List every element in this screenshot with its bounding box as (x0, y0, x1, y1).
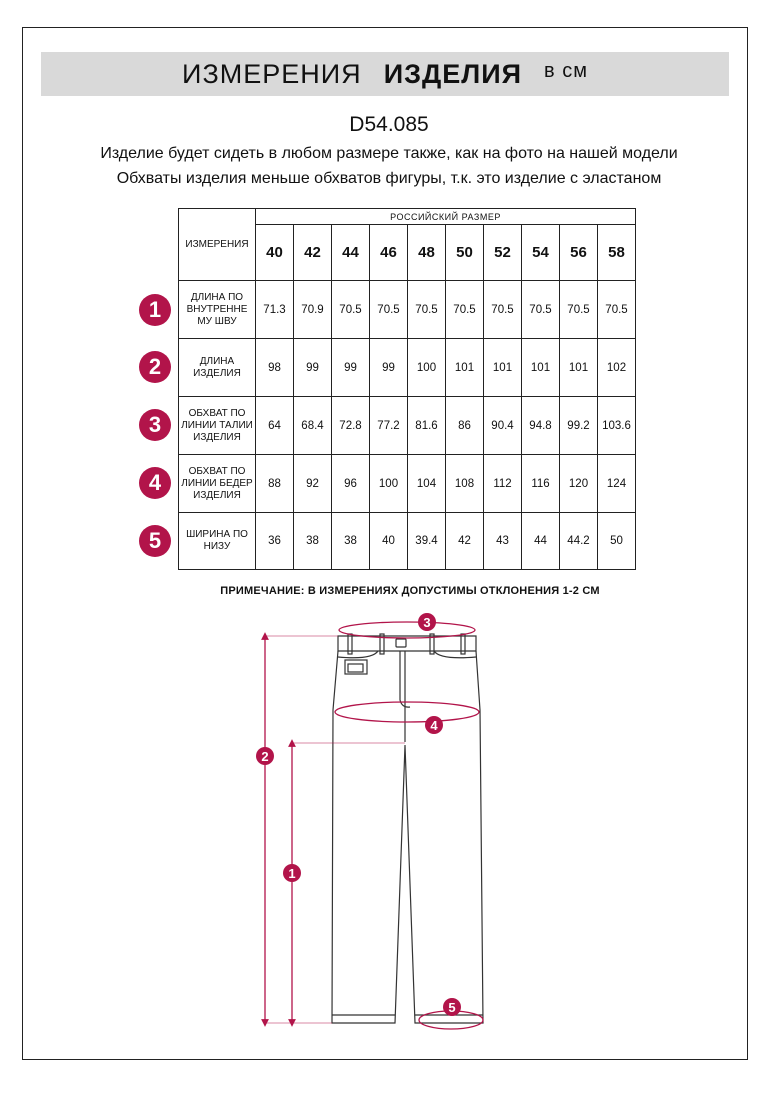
table-cell: 70.5 (408, 281, 446, 339)
table-cell: 101 (446, 339, 484, 397)
table-cell: 77.2 (370, 397, 408, 455)
size-header: 56 (560, 225, 598, 281)
table-cell: 101 (522, 339, 560, 397)
size-header: 50 (446, 225, 484, 281)
table-cell: 124 (598, 455, 636, 513)
table-cell: 70.9 (294, 281, 332, 339)
title-unit: в см (544, 59, 588, 82)
table-cell: 120 (560, 455, 598, 513)
description-line-2: Обхваты изделия меньше обхватов фигуры, т.к. это изделие с эластаном (116, 170, 662, 187)
size-table (178, 208, 636, 570)
table-cell: 70.5 (522, 281, 560, 339)
table-cell: 70.5 (370, 281, 408, 339)
table-row (179, 397, 636, 455)
table-cell: 99 (294, 339, 332, 397)
table-cell: 94.8 (522, 397, 560, 455)
table-cell: 42 (446, 513, 484, 570)
title-bar (41, 52, 729, 96)
marker-label: 2 (261, 749, 269, 764)
table-cell: 50 (598, 513, 636, 570)
jeans-measurement-diagram (0, 600, 778, 1040)
size-header: 44 (332, 225, 370, 281)
table-cell: 100 (370, 455, 408, 513)
title-word-product: ИЗДЕЛИЯ (383, 58, 523, 89)
row-number-badge: 5 (139, 525, 171, 557)
table-cell: 43 (484, 513, 522, 570)
row-label: ДЛИНА ПО ВНУТРЕННЕ МУ ШВУ (179, 281, 256, 339)
size-header: 46 (370, 225, 408, 281)
table-cell: 99 (370, 339, 408, 397)
row-label: ДЛИНА ИЗДЕЛИЯ (179, 339, 256, 397)
size-header: 58 (598, 225, 636, 281)
size-header: 42 (294, 225, 332, 281)
row-number-badge: 1 (139, 294, 171, 326)
table-cell: 72.8 (332, 397, 370, 455)
table-cell: 70.5 (598, 281, 636, 339)
table-cell: 39.4 (408, 513, 446, 570)
row-number-badge: 3 (139, 409, 171, 441)
table-cell: 44 (522, 513, 560, 570)
table-cell: 92 (294, 455, 332, 513)
table-cell: 98 (256, 339, 294, 397)
table-cell: 81.6 (408, 397, 446, 455)
table-cell: 96 (332, 455, 370, 513)
table-cell: 40 (370, 513, 408, 570)
table-cell: 103.6 (598, 397, 636, 455)
marker-badge (256, 747, 274, 765)
table-cell: 86 (446, 397, 484, 455)
table-cell: 116 (522, 455, 560, 513)
table-cell: 101 (560, 339, 598, 397)
table-row (179, 455, 636, 513)
table-cell: 101 (484, 339, 522, 397)
table-cell: 112 (484, 455, 522, 513)
table-cell: 88 (256, 455, 294, 513)
table-cell: 70.5 (560, 281, 598, 339)
table-cell: 38 (294, 513, 332, 570)
marker-badge (425, 716, 443, 734)
row-number-badge: 4 (139, 467, 171, 499)
marker-badge (443, 998, 461, 1016)
table-cell: 38 (332, 513, 370, 570)
table-cell: 70.5 (484, 281, 522, 339)
marker-label: 4 (430, 718, 438, 733)
size-header: 54 (522, 225, 560, 281)
table-row (179, 281, 636, 339)
tolerance-note: ПРИМЕЧАНИЕ: В ИЗМЕРЕНИЯХ ДОПУСТИМЫ ОТКЛОНЕНИЯ 1-2 СМ (220, 585, 600, 597)
size-header: 40 (256, 225, 294, 281)
row-label: ОБХВАТ ПО ЛИНИИ ТАЛИИ ИЗДЕЛИЯ (179, 397, 256, 455)
table-cell: 71.3 (256, 281, 294, 339)
size-header: 48 (408, 225, 446, 281)
marker-badge (283, 864, 301, 882)
table-cell: 64 (256, 397, 294, 455)
description-line-1: Изделие будет сидеть в любом размере также, как на фото на нашей модели (100, 145, 678, 162)
size-system-header: РОССИЙСКИЙ РАЗМЕР (256, 209, 636, 225)
row-number-badge: 2 (139, 351, 171, 383)
marker-label: 5 (448, 1000, 456, 1015)
title-word-measurements: ИЗМЕРЕНИЯ (182, 58, 362, 89)
table-cell: 44.2 (560, 513, 598, 570)
table-cell: 70.5 (332, 281, 370, 339)
row-label: ШИРИНА ПО НИЗУ (179, 513, 256, 570)
table-cell: 99 (332, 339, 370, 397)
marker-label: 1 (288, 866, 296, 881)
table-cell: 99.2 (560, 397, 598, 455)
table-row (179, 513, 636, 570)
measurements-header: ИЗМЕРЕНИЯ (179, 209, 256, 281)
table-cell: 102 (598, 339, 636, 397)
table-row (179, 339, 636, 397)
row-label: ОБХВАТ ПО ЛИНИИ БЕДЕР ИЗДЕЛИЯ (179, 455, 256, 513)
table-cell: 108 (446, 455, 484, 513)
marker-label: 3 (423, 615, 431, 630)
table-cell: 68.4 (294, 397, 332, 455)
table-cell: 70.5 (446, 281, 484, 339)
table-cell: 100 (408, 339, 446, 397)
table-cell: 104 (408, 455, 446, 513)
table-cell: 36 (256, 513, 294, 570)
size-header: 52 (484, 225, 522, 281)
table-cell: 90.4 (484, 397, 522, 455)
marker-badge (418, 613, 436, 631)
article-number: D54.085 (349, 113, 429, 136)
jeans-outline-icon (332, 634, 483, 1023)
